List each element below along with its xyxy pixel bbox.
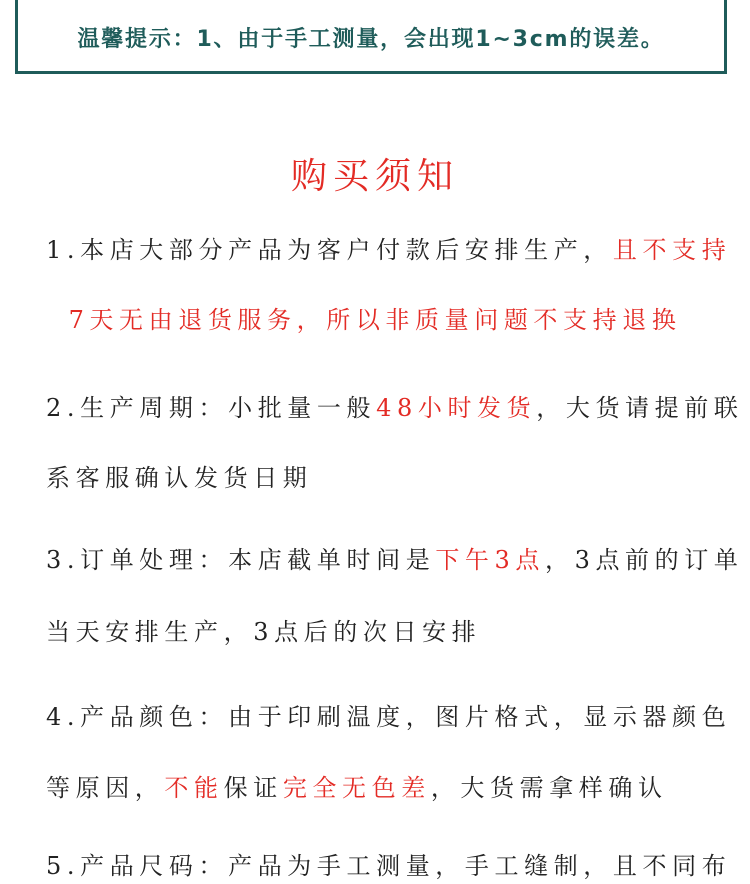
item-3-line-1-tail: ，3点前的订单: [544, 546, 744, 574]
item-2-line-2: [46, 458, 312, 493]
item-5-line-1: [46, 846, 731, 881]
item-1-line-1-highlight: 且不支持: [612, 236, 732, 264]
item-4-line-2-highlight-1: 不能: [164, 774, 224, 802]
notice-box: [15, 0, 727, 74]
notice-text: 温馨提示：1、由于手工测量，会出现1~3cm的误差。: [77, 26, 665, 52]
item-2-line-2-text: 系客服确认发货日期: [46, 464, 313, 492]
item-3-line-2: [46, 612, 481, 647]
item-4-line-1: [46, 697, 731, 732]
item-2-line-1: [46, 388, 743, 423]
item-4-line-2-tail: ，大货需拿样确认: [430, 774, 668, 802]
item-3-line-2-text: 当天安排生产，3点后的次日安排: [46, 618, 482, 646]
item-2-line-1-text: 2.生产周期：小批量一般: [46, 394, 377, 422]
item-4-line-2-middle: 保证: [223, 774, 283, 802]
item-4-line-2-text: 等原因，: [46, 774, 165, 802]
item-3-line-1: [46, 540, 743, 575]
item-4-line-2-highlight-2: 完全无色差: [282, 774, 431, 802]
item-1-line-2: [0, 300, 750, 335]
item-3-line-1-text: 3.订单处理：本店截单时间是: [46, 546, 436, 574]
item-5-line-1-text: 5.产品尺码：产品为手工测量，手工缝制，且不同布: [46, 852, 732, 880]
item-1-line-2-highlight: 7天无由退货服务，所以非质量问题不支持退换: [68, 306, 682, 334]
item-4-line-1-text: 4.产品颜色：由于印刷温度，图片格式，显示器颜色: [46, 703, 732, 731]
item-3-line-1-highlight: 下午3点: [435, 546, 545, 574]
item-2-line-1-highlight: 48小时发货: [376, 394, 537, 422]
item-2-line-1-tail: ，大货请提前联: [536, 394, 744, 422]
item-1-line-1-text: 1.本店大部分产品为客户付款后安排生产，: [46, 236, 613, 264]
item-1-line-1: [46, 230, 731, 265]
section-title: 购买须知: [290, 156, 459, 197]
item-4-line-2: [46, 768, 668, 803]
